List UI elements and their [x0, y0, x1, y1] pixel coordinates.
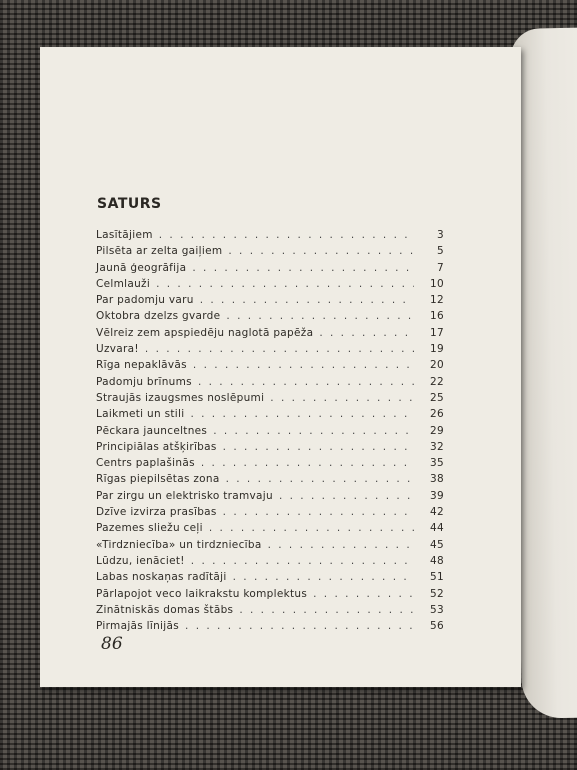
toc-entry-page: 5: [437, 245, 444, 258]
toc-entry-title: Rīga nepaklāvās: [96, 359, 187, 372]
toc-entry: [96, 343, 444, 359]
toc-leader-dots: [198, 376, 414, 388]
toc-entry-title: Centrs paplašinās: [96, 457, 195, 470]
toc-entry: [96, 441, 444, 457]
toc-entry: [96, 588, 444, 604]
toc-entry: [96, 294, 444, 310]
toc-entry: [96, 604, 444, 620]
toc-entry-title: Lasītājiem: [96, 229, 153, 241]
toc-entry-title: Dzīve izvirza prasības: [96, 506, 217, 519]
toc-leader-dots: [313, 588, 414, 600]
toc-entry-page: 25: [430, 391, 444, 404]
toc-leader-dots: [201, 457, 414, 469]
toc-entry-page: 29: [430, 424, 444, 437]
toc-entry-title: Padomju brīnums: [96, 375, 192, 388]
toc-entry: [96, 359, 444, 375]
contents-heading: SATURS: [97, 196, 162, 212]
toc-entry-page: 10: [430, 277, 444, 290]
toc-entry-page: 16: [430, 310, 444, 323]
toc-leader-dots: [190, 408, 414, 420]
toc-entry-title: Par zirgu un elektrisko tramvaju: [96, 489, 273, 502]
toc-leader-dots: [268, 539, 414, 551]
toc-entry: [96, 229, 444, 245]
toc-leader-dots: [279, 490, 414, 502]
toc-entry: [96, 620, 444, 636]
toc-entry: [96, 522, 444, 538]
toc-entry-page: 53: [430, 603, 444, 616]
toc-leader-dots: [145, 343, 414, 355]
toc-leader-dots: [319, 327, 414, 339]
toc-entry-title: Straujās izaugsmes noslēpumi: [96, 391, 265, 404]
toc-entry-title: Zinātniskās domas štābs: [96, 603, 234, 616]
toc-entry: [96, 278, 444, 294]
toc-entry-title: Rīgas piepilsētas zona: [96, 473, 220, 486]
toc-entry-title: Uzvara!: [96, 343, 139, 356]
toc-entry: [96, 327, 444, 343]
toc-entry-page: 35: [430, 457, 444, 470]
toc-entry: [96, 262, 444, 278]
table-of-contents: [96, 229, 444, 636]
toc-leader-dots: [223, 506, 414, 518]
toc-entry-title: Par padomju varu: [96, 294, 194, 307]
toc-entry-page: 32: [430, 440, 444, 453]
toc-leader-dots: [192, 262, 414, 274]
toc-entry-title: Vēlreiz zem apspiedēju naglotā papēža: [96, 326, 314, 339]
toc-entry-page: 45: [430, 538, 444, 551]
toc-entry-title: Principiālas atšķirības: [96, 440, 217, 453]
toc-leader-dots: [193, 359, 414, 371]
toc-entry-title: Laikmeti un stili: [96, 408, 185, 421]
toc-entry: [96, 425, 444, 441]
toc-entry-page: 42: [430, 506, 444, 519]
toc-leader-dots: [159, 229, 414, 241]
toc-leader-dots: [226, 473, 414, 485]
toc-entry-page: 56: [430, 620, 444, 633]
toc-entry: [96, 408, 444, 424]
page-number: 86: [101, 634, 123, 654]
toc-entry-page: 12: [430, 294, 444, 307]
toc-entry-page: 39: [430, 489, 444, 502]
toc-entry-page: 7: [437, 261, 444, 274]
toc-entry: [96, 310, 444, 326]
toc-entry-title: «Tirdzniecība» un tirdzniecība: [96, 538, 262, 551]
toc-leader-dots: [213, 425, 414, 437]
toc-entry: [96, 473, 444, 489]
toc-entry-page: 19: [430, 343, 444, 356]
toc-entry-title: Labas noskaņas radītāji: [96, 571, 227, 584]
toc-entry-page: 48: [430, 554, 444, 567]
toc-leader-dots: [239, 604, 414, 616]
toc-leader-dots: [191, 555, 414, 567]
toc-entry-page: 44: [430, 522, 444, 535]
toc-entry: [96, 392, 444, 408]
toc-entry: [96, 490, 444, 506]
toc-entry: [96, 376, 444, 392]
toc-leader-dots: [185, 620, 414, 632]
toc-entry-page: 51: [430, 571, 444, 584]
toc-entry-page: 26: [430, 408, 444, 421]
toc-entry-page: 3: [437, 229, 444, 241]
toc-entry: [96, 539, 444, 555]
toc-leader-dots: [223, 441, 414, 453]
toc-entry-title: Pazemes sliežu ceļi: [96, 522, 203, 535]
toc-entry-title: Pēckara jaunceltnes: [96, 424, 208, 437]
toc-entry-page: 52: [430, 587, 444, 600]
toc-entry: [96, 571, 444, 587]
toc-entry-title: Jaunā ģeogrāfija: [96, 261, 187, 274]
toc-entry: [96, 506, 444, 522]
toc-entry-title: Lūdzu, ienāciet!: [96, 554, 185, 567]
toc-leader-dots: [233, 571, 414, 583]
toc-entry: [96, 457, 444, 473]
toc-leader-dots: [226, 310, 414, 322]
toc-entry-page: 20: [430, 359, 444, 372]
toc-leader-dots: [209, 522, 414, 534]
book-page: [40, 47, 521, 687]
toc-entry: [96, 555, 444, 571]
toc-leader-dots: [270, 392, 414, 404]
toc-entry-title: Celmlauži: [96, 277, 151, 290]
toc-leader-dots: [228, 245, 414, 257]
toc-entry-page: 38: [430, 473, 444, 486]
toc-entry-title: Oktobra dzelzs gvarde: [96, 310, 221, 323]
toc-entry-title: Pārlapojot veco laikrakstu komplektus: [96, 587, 308, 600]
toc-entry-title: Pilsēta ar zelta gaiļiem: [96, 245, 223, 258]
toc-entry-page: 22: [430, 375, 444, 388]
toc-leader-dots: [200, 294, 414, 306]
toc-leader-dots: [156, 278, 414, 290]
toc-entry-page: 17: [430, 326, 444, 339]
toc-entry-title: Pirmajās līnijās: [96, 620, 180, 633]
toc-entry: [96, 245, 444, 261]
